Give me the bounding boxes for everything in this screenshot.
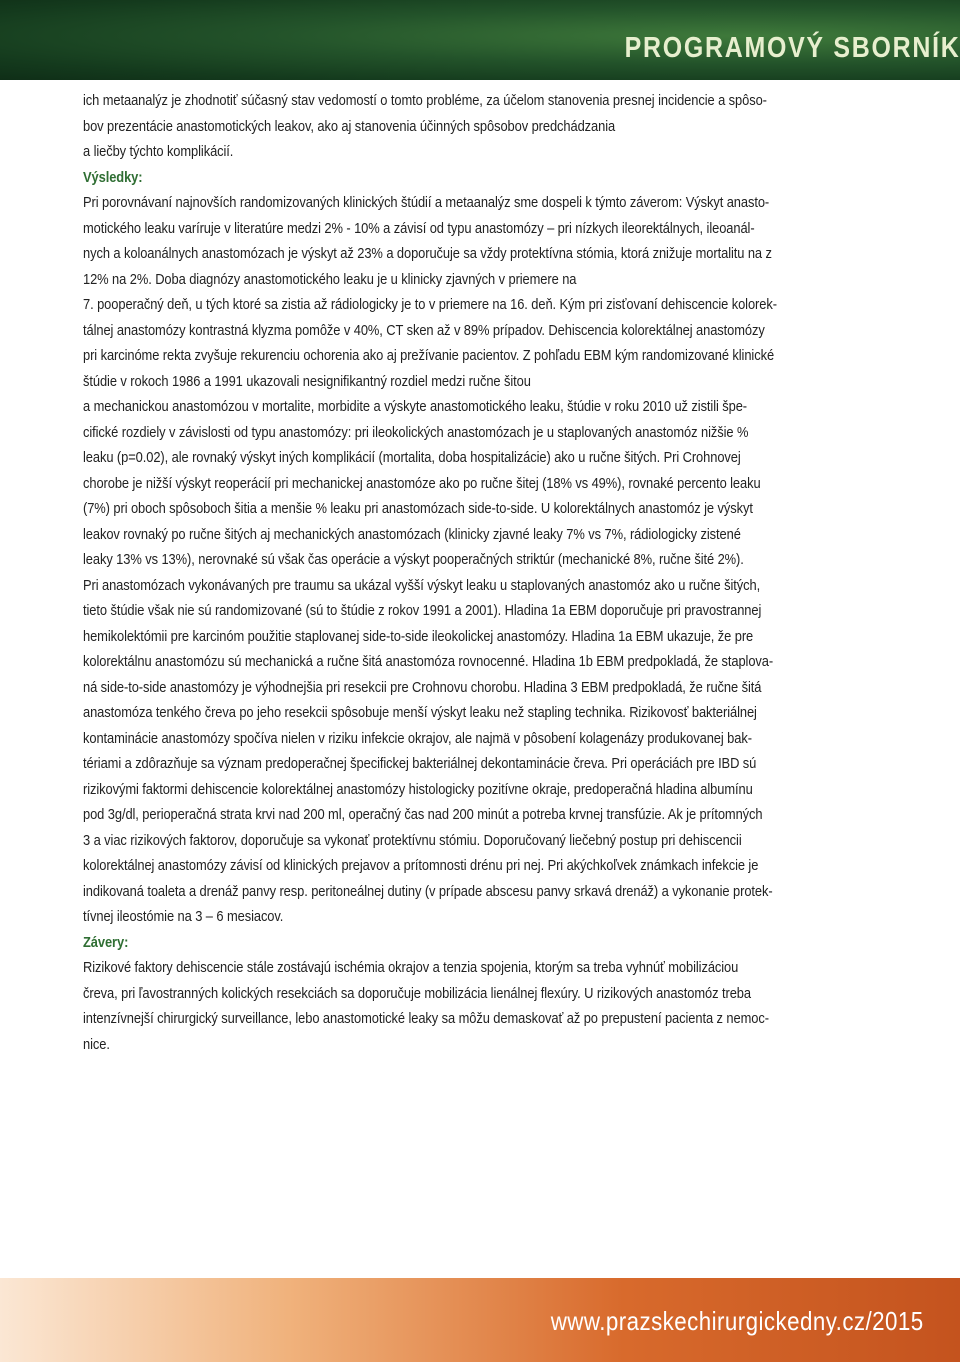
text-line: rizikovými faktormi dehiscencie kolorektálnej anastomózy histologicky pozitívne okraje, predoperačná hladina albumínu: [83, 780, 753, 798]
text-line: tívnej ileostómie na 3 – 6 mesiacov.: [83, 908, 284, 925]
footer-band: [0, 1278, 960, 1362]
text-line: Pri porovnávaní najnovších randomizovaných klinických štúdií a metaanalýz sme dospeli k týmto záverom: Výskyt anasto-: [83, 194, 770, 211]
header-title-wrap: [624, 32, 960, 72]
text-line: 7. pooperačný deň, u tých ktoré sa zistia až rádiologicky je to v priemere na 16. deň. Kým pri zisťovaní dehiscencie kolorek-: [83, 296, 777, 313]
text-line: kolorektálnu anastomózu sú mechanická a ručne šitá anastomóza rovnocenné. Hladina 1b EBM predpokladá, že staplova-: [83, 653, 774, 670]
text-line: a liečby týchto komplikácií.: [83, 143, 234, 160]
text-line: tériami a zdôrazňuje sa význam predoperačnej špecifickej bakteriálnej dekontaminácie čreva. Pri operáciách pre IBD sú: [83, 755, 757, 772]
zavery-paragraph: [83, 955, 877, 1057]
text-line: motického leaku varíruje v literatúre medzi 2% - 10% a závisí od typu anastomózy – pri nízkych ileorektálnych, ileoanál-: [83, 219, 755, 237]
text-line: ich metaanalýz je zhodnotiť súčasný stav vedomostí o tomto probléme, za účelom stanovenia presnej incidencie a spôso-: [83, 92, 767, 109]
intro-paragraph: [83, 88, 877, 165]
text-line: tieto štúdie však nie sú randomizované (sú to štúdie z rokov 1991 a 2001). Hladina 1a EBM doporučuje pri pravostrannej: [83, 602, 762, 619]
text-line: a mechanickou anastomózou v mortalite, morbidite a výskyte anastomotického leaku, štúdie v roku 2010 už zistili špe-: [83, 398, 748, 415]
text-line: ná side-to-side anastomózy je výhodnejšia pri resekcii pre Crohnovu chorobu. Hladina 3 EBM predpokladá, že ručne šitá: [83, 678, 762, 696]
text-line: intenzívnejší chirurgický surveillance, lebo anastomotické leaky sa môžu demaskovať až po prepustení pacienta z nemoc-: [83, 1010, 769, 1027]
text-line: anastomóza tenkého čreva po jeho resekcii spôsobuje menší výskyt leaku než stapling technika. Rizikovosť bakteriálnej: [83, 704, 757, 721]
text-line: tálnej anastomózy kontrastná klyzma pomôže v 40%, CT sken až v 89% prípadov. Dehiscencia kolorektálnej anastomózy: [83, 321, 765, 339]
text-line: nice.: [83, 1035, 110, 1053]
text-line: (7%) pri oboch spôsoboch šitia a menšie % leaku pri anastomózach side-to-side. U kolorektálnych anastomóz je výskyt: [83, 500, 753, 517]
text-line: leakov rovnaký po ručne šitých aj mechanických anastomózach (klinicky zjavné leaky 7% vs 7%, rádiologicky zistené: [83, 525, 741, 543]
text-line: 12% na 2%. Doba diagnózy anastomotického leaku je u klinicky zjavných v priemere na: [83, 270, 577, 288]
text-line: cifické rozdiely v závislosti od typu anastomózy: pri ileokolických anastomózach je u staplovaných anastomóz nižšie %: [83, 423, 749, 441]
text-line: leaku (p=0.02), ale rovnaký výskyt iných komplikácií (mortalita, doba hospitalizácie) ako u ručne šitých. Pri Crohnovej: [83, 449, 741, 466]
header-band: [0, 0, 960, 80]
text-line: štúdie v rokoch 1986 a 1991 ukazovali nesignifikantný rozdiel medzi ručne šitou: [83, 372, 531, 390]
text-line: Rizikové faktory dehiscencie stále zostávajú ischémia okrajov a tenzia spojenia, ktorým sa treba vyhnúť mobilizáciou: [83, 959, 739, 976]
text-line: indikovaná toaleta a drenáž panvy resp. peritoneálnej dutiny (v prípade abscesu panvy srkavá drenáž) a vykonanie protek-: [83, 882, 773, 900]
text-line: nych a koloanálnych anastomózach je výskyt až 23% a doporučuje sa vždy protektívna stómia, ktorá znižuje mortalitu na z: [83, 245, 772, 262]
text-line: kolorektálnej anastomózy závisí od klinických prejavov a prítomnosti drénu pri nej. Pri akýchkoľvek známkach infekcie je: [83, 857, 759, 874]
footer-url[interactable]: www.prazskechirurgickedny.cz/2015: [551, 1306, 924, 1336]
vysledky-heading: Výsledky:: [83, 168, 143, 186]
vysledky-paragraph: [83, 190, 877, 930]
text-line: pod 3g/dl, perioperačná strata krvi nad 200 ml, operačný čas nad 200 minút a potreba krvnej transfúzie. Ak je prítomných: [83, 806, 763, 823]
article-body: [83, 88, 877, 1057]
text-line: čreva, pri ľavostranných kolických resekciách sa doporučuje mobilizácia lienálnej flexúry. U rizikových anastomóz treba: [83, 984, 751, 1002]
text-line: chorobe je nižší výskyt reoperácií pri mechanickej anastomóze ako po ručne šitej (18% vs 49%), rovnaké percento leaku: [83, 474, 761, 492]
page-title: PROGRAMOVÝ SBORNÍK: [624, 32, 960, 64]
text-line: pri karcinóme rekta zvyšuje rekurenciu ochorenia ako aj prežívanie pacientov. Z pohľadu EBM kým randomizované klinické: [83, 347, 775, 364]
zavery-heading: Závery:: [83, 933, 129, 951]
text-line: Pri anastomózach vykonávaných pre traumu sa ukázal vyšší výskyt leaku u staplovaných anastomóz ako u ručne šitých,: [83, 576, 761, 594]
text-line: hemikolektómii pre karcinóm použitie staplovanej side-to-side ileokolickej anastomózy. Hladina 1a EBM ukazuje, že pre: [83, 627, 754, 645]
text-line: 3 a viac rizikových faktorov, doporučuje sa vykonať protektívnu stómiu. Doporučovaný liečebný postup pri dehiscencii: [83, 831, 742, 849]
text-line: leaky 13% vs 13%), nerovnaké sú však čas operácie a výskyt pooperačných striktúr (mechanické 8%, ručne šité 2%).: [83, 551, 744, 568]
text-line: kontaminácie anastomózy spočíva nielen v riziku infekcie okrajov, ale najmä v pôsobení kolagenázy produkovanej bak-: [83, 729, 752, 747]
text-line: bov prezentácie anastomotických leakov, ako aj stanovenia účinných spôsobov predchádzania: [83, 117, 616, 135]
